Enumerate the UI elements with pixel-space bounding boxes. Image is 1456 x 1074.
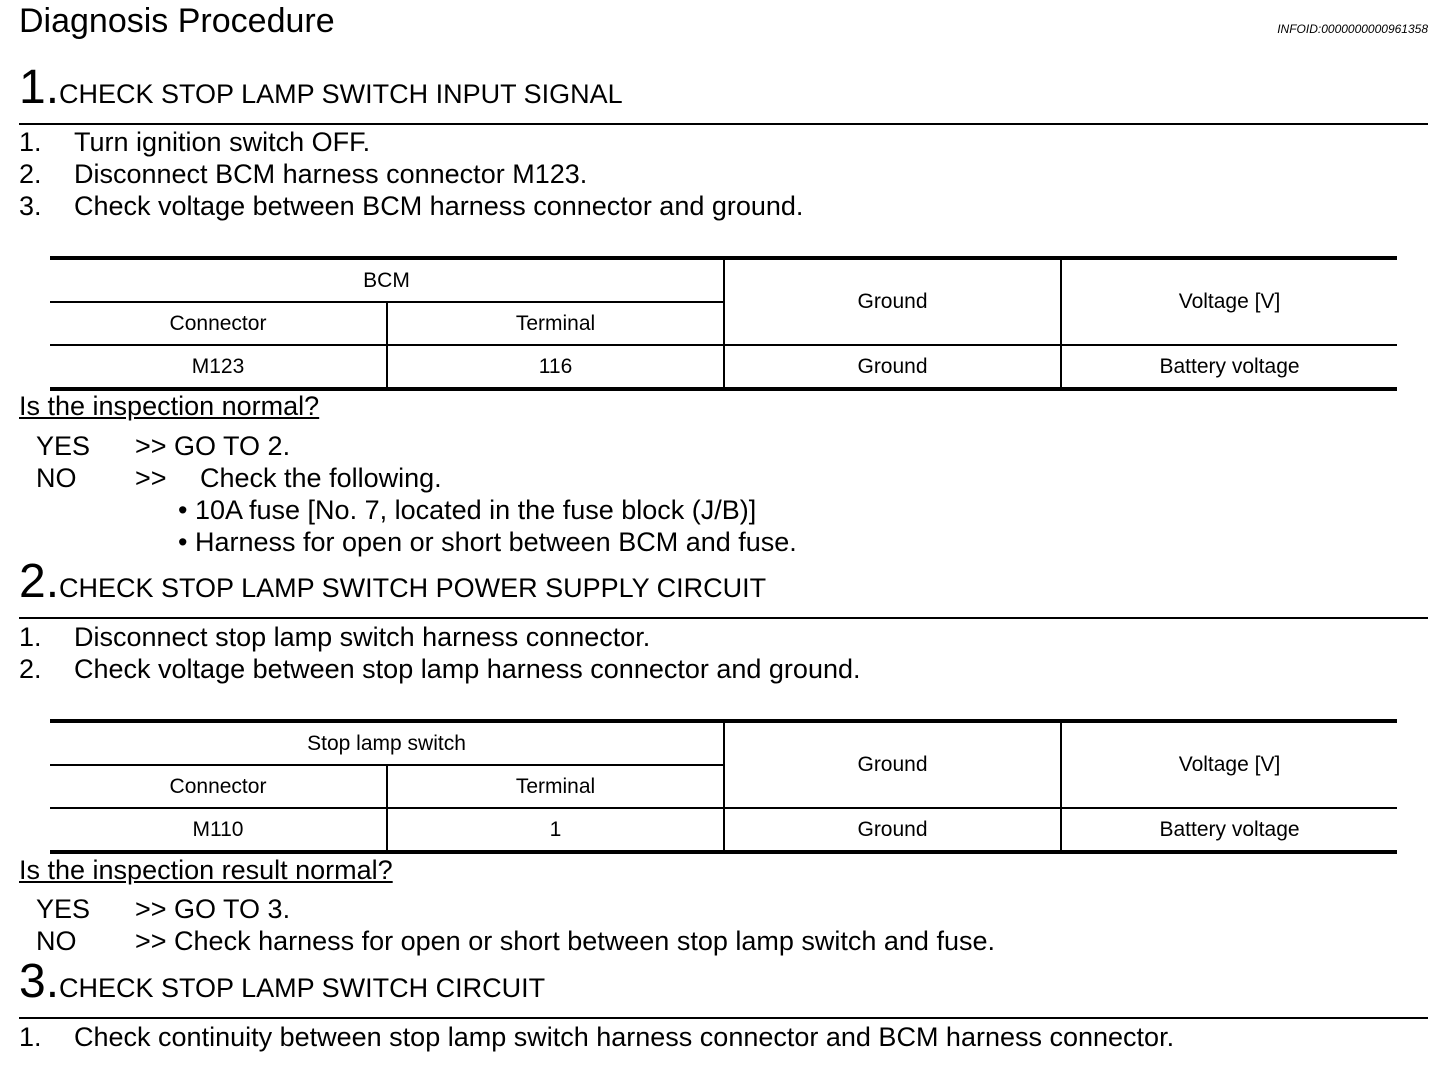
step-2-yes-action: >> GO TO 3.	[135, 894, 291, 924]
bullet-icon: •	[178, 527, 188, 557]
step-1-instruction-3: 3. Check voltage between BCM harness connector and ground.	[19, 191, 804, 221]
step-3-heading: CHECK STOP LAMP SWITCH CIRCUIT	[59, 973, 546, 1003]
step-2-header	[19, 555, 767, 608]
table-header-terminal: Terminal	[387, 765, 724, 808]
step-1-header	[19, 61, 623, 114]
step-1-divider	[19, 123, 1428, 125]
step-1-no-bullet-2: • Harness for open or short between BCM and fuse.	[178, 527, 797, 557]
info-id: INFOID:0000000000961358	[1277, 22, 1428, 36]
step-2-question: Is the inspection result normal?	[19, 855, 393, 885]
step-3-divider	[19, 1017, 1428, 1019]
step-2-instruction-2: 2. Check voltage between stop lamp harness connector and ground.	[19, 654, 861, 684]
step-1-no-bullet-1: • 10A fuse [No. 7, located in the fuse block (J/B)]	[178, 495, 757, 525]
table-cell-ground: Ground	[724, 345, 1061, 389]
table-cell-connector: M110	[50, 808, 387, 852]
step-2-yes-label: YES	[36, 894, 91, 924]
step-2-no-action: >> Check harness for open or short between stop lamp switch and fuse.	[135, 926, 995, 956]
table-header-ground: Ground	[724, 721, 1061, 808]
bullet-icon: •	[178, 495, 188, 525]
table-cell-voltage: Battery voltage	[1061, 808, 1397, 852]
table-header-ground: Ground	[724, 258, 1061, 345]
step-2-no-label: NO	[36, 926, 77, 956]
step-1-instruction-1: 1. Turn ignition switch OFF.	[19, 127, 371, 157]
step-2-heading: CHECK STOP LAMP SWITCH POWER SUPPLY CIRCUIT	[59, 573, 767, 603]
step-1-question: Is the inspection normal?	[19, 391, 320, 421]
step-2-instruction-1: 1. Disconnect stop lamp switch harness connector.	[19, 622, 651, 652]
step-1-heading: CHECK STOP LAMP SWITCH INPUT SIGNAL	[59, 79, 623, 109]
step-2-divider	[19, 617, 1428, 619]
table-cell-terminal: 1	[387, 808, 724, 852]
bcm-voltage-table	[50, 256, 1397, 391]
page-title: Diagnosis Procedure	[19, 2, 335, 40]
table-cell-terminal: 116	[387, 345, 724, 389]
step-1-instruction-2: 2. Disconnect BCM harness connector M123.	[19, 159, 588, 189]
step-1-no-label: NO	[36, 463, 77, 493]
table-header-voltage: Voltage [V]	[1061, 721, 1397, 808]
table-cell-voltage: Battery voltage	[1061, 345, 1397, 389]
table-cell-connector: M123	[50, 345, 387, 389]
table-header-voltage: Voltage [V]	[1061, 258, 1397, 345]
step-1-no-action: Check the following.	[200, 463, 442, 493]
step-3-number: 3.	[19, 955, 60, 1008]
table-group-header: BCM	[50, 258, 724, 302]
table-header-terminal: Terminal	[387, 302, 724, 345]
step-1-yes-label: YES	[36, 431, 91, 461]
step-1-number: 1.	[19, 61, 60, 114]
table-group-header: Stop lamp switch	[50, 721, 724, 765]
step-2-number: 2.	[19, 555, 60, 608]
stop-lamp-switch-voltage-table	[50, 719, 1397, 854]
step-3-header	[19, 955, 546, 1008]
step-3-instruction-1: 1. Check continuity between stop lamp switch harness connector and BCM harness connector.	[19, 1022, 1175, 1052]
step-1-yes-action: >> GO TO 2.	[135, 431, 291, 461]
step-1-no-arrow: >>	[135, 463, 167, 493]
table-header-connector: Connector	[50, 302, 387, 345]
table-header-connector: Connector	[50, 765, 387, 808]
table-cell-ground: Ground	[724, 808, 1061, 852]
